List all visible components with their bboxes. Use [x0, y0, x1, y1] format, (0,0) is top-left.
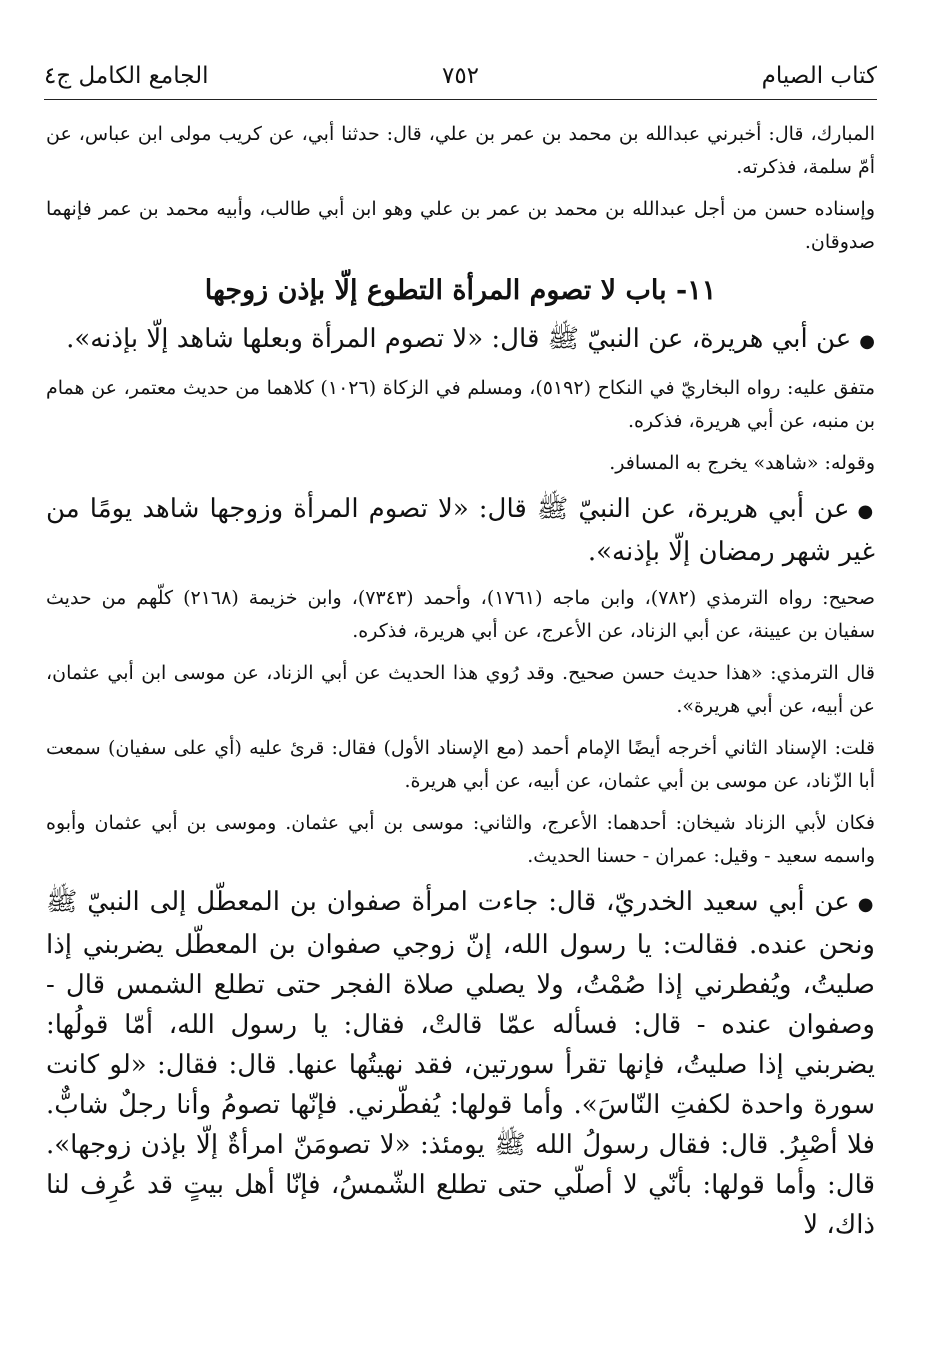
hadith-paragraph — [46, 319, 875, 362]
book-title: كتاب الصيام — [761, 63, 877, 89]
volume-title: الجامع الكامل ج٤ — [44, 63, 209, 89]
page-body — [46, 100, 875, 1245]
hadith-paragraph — [46, 882, 875, 1245]
hadith-paragraph — [46, 489, 875, 572]
bullet-icon: ● — [859, 331, 875, 352]
page-number: ٧٥٢ — [441, 63, 480, 89]
commentary-paragraph: فكان لأبي الزناد شيخان: أحدهما: الأعرج، والثاني: موسى بن أبي عثمان. وموسى بن أبي عثمان وأبوه واسمه سعيد - وقيل: عمران - حسنا الحديث. — [46, 812, 875, 867]
hadith-text: عن أبي هريرة، عن النبيّ ﷺ قال: «لا تصوم المرأة وبعلها شاهد إلّا بإذنه». — [66, 324, 852, 354]
grading-paragraph: وإسناده حسن من أجل عبدالله بن محمد بن عمر بن علي وهو ابن أبي طالب، وأبيه محمد بن عمر فإنهما صدوقان. — [46, 198, 875, 253]
commentary-paragraph: قلت: الإسناد الثاني أخرجه أيضًا الإمام أحمد (مع الإسناد الأول) فقال: قرئ عليه (أي على سفيان) سمعت أبا الزّناد، عن موسى بن أبي عثمان، عن أبيه، عن أبي هريرة. — [46, 737, 875, 792]
commentary-paragraph: قال الترمذي: «هذا حديث حسن صحيح. وقد رُوي هذا الحديث عن أبي الزناد، عن موسى ابن أبي عثمان، عن أبيه، عن أبي هريرة». — [46, 662, 875, 717]
hadith-text: عن أبي سعيد الخدريّ، قال: جاءت امرأة صفوان بن المعطّل إلى النبيّ ﷺ ونحن عنده. فقالت: يا رسول الله، إنّ زوجي صفوان بن المعطّل يضربني إذا صليتُ، ويُفطرني إذا صُمْتُ، ولا يصلي صلاة الفجر حتى تطلع الشمس قال - وصفوان عنده - قال: فسأله عمّا قالتْ، فقال: يا رسول الله، أمّا قولُها: يضربني إذا صليتُ، فإنها تقرأ سورتين، فقد نهيتُها عنها. قال: فقال: «لو كانت سورة واحدة لكفتِ النّاسَ». وأما قولها: يُفطّرني. فإنّها تصومُ وأنا رجلٌ شابٌّ. فلا أصْبِرُ. قال: فقال رسولُ الله ﷺ يومئذ: «لا تصومَنّ امرأةٌ إلّا بإذن زوجها». قال: وأما قولها: بأنّي لا أصلّي حتى تطلع الشّمسُ، فإنّا أهل بيتٍ قد عُرِف لنا ذاك، لا — [46, 887, 875, 1240]
bullet-icon: ● — [857, 501, 875, 522]
page-header — [44, 0, 877, 100]
takhrij-paragraph: صحيح: رواه الترمذي (٧٨٢)، وابن ماجه (١٧٦١)، وأحمد (٧٣٤٣)، وابن خزيمة (٢١٦٨) كلّهم من حديث سفيان بن عيينة، عن أبي الزناد، عن الأعرج، عن أبي هريرة، فذكره. — [46, 587, 875, 642]
bullet-icon: ● — [857, 894, 875, 915]
isnad-paragraph: المبارك، قال: أخبرني عبدالله بن محمد بن عمر بن علي، قال: حدثنا أبي، عن كريب مولى ابن عباس، عن أمّ سلمة، فذكرته. — [46, 123, 875, 178]
takhrij-paragraph: متفق عليه: رواه البخاريّ في النكاح (٥١٩٢)، ومسلم في الزكاة (١٠٢٦) كلاهما من حديث معتمر، عن همام بن منبه، عن أبي هريرة، فذكره. — [46, 377, 875, 432]
commentary-paragraph: وقوله: «شاهد» يخرج به المسافر. — [609, 452, 875, 474]
hadith-text: عن أبي هريرة، عن النبيّ ﷺ قال: «لا تصوم المرأة وزوجها شاهد يومًا من غير شهر رمضان إلّا بإذنه». — [46, 494, 875, 567]
chapter-heading: ١١- باب لا تصوم المرأة التطوع إلّا بإذن زوجها — [204, 275, 717, 306]
